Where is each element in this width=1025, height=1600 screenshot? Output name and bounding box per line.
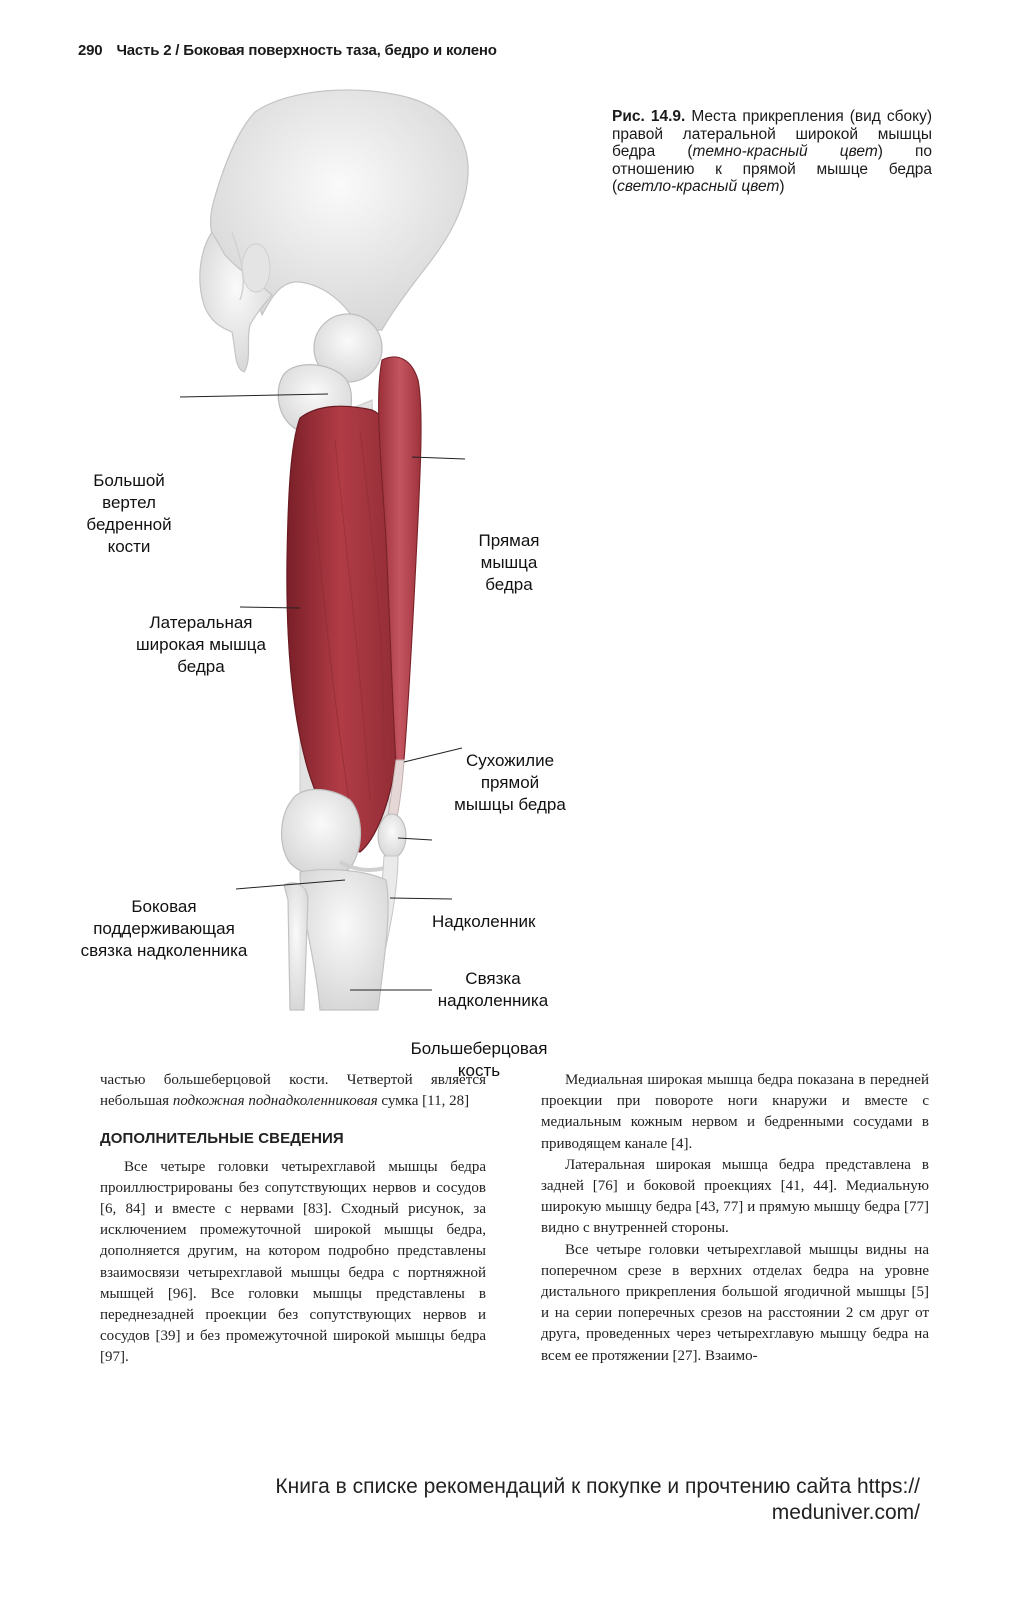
- paragraph: [100, 1070, 486, 1112]
- label-patella: Надколенник: [432, 912, 536, 931]
- tibia-bone: [300, 870, 388, 1010]
- paragraph-text: сумка [11, 28]: [377, 1093, 470, 1110]
- paragraph: Латеральная широкая мышца бедра представлена в задней [76] и боковой проекциях [41, 44]. Медиальную широкую мышцу бедра [43, 77] и прямую мышцу бедра [77] видно с внутренней стороны.: [541, 1156, 929, 1237]
- paragraph: Все четыре головки четырехглавой мышцы видны на поперечном срезе в верхних отделах бедра на уровне дистального прикрепления большой ягодичной мышцы [5] и на серии поперечных срезов на расстоянии 2 см друг от друга, проведенных через четырехглавую мышцу бедра на всем ее протяжении [27]. Взаимо-: [541, 1241, 929, 1364]
- body-column-right: [541, 1070, 929, 1367]
- caption-italic: светло-красный цвет: [617, 178, 780, 195]
- label-greater-trochanter: Большой вертел бедренной кости: [86, 471, 172, 556]
- label-rectus-femoris: Прямая мышца бедра: [478, 531, 540, 594]
- paragraph-italic: подкожная поднадколенниковая: [172, 1093, 378, 1110]
- section-heading: ДОПОЛНИТЕЛЬНЫЕ СВЕДЕНИЯ: [100, 1130, 344, 1148]
- running-head: [78, 42, 497, 59]
- leader-line: [390, 898, 452, 899]
- body-column-left: [100, 1070, 486, 1369]
- anatomy-figure: [0, 80, 1025, 1080]
- femoral-condyle: [282, 790, 361, 876]
- label-patellar-ligament: Связка надколенника: [437, 969, 549, 1010]
- paragraph: Медиальная широкая мышца бедра показана в передней проекции при повороте ноги кнаружи и вместе с медиальным кожным нервом и бедренными сосудами в приводящем канале [4].: [541, 1072, 929, 1152]
- running-title: Часть 2 / Боковая поверхность таза, бедро и колено: [116, 42, 497, 59]
- caption-label: Рис. 14.9.: [612, 108, 686, 125]
- caption-italic: темно-красный цвет: [692, 143, 878, 160]
- caption-text: ): [779, 178, 785, 195]
- label-tibia: Большеберцовая кость: [410, 1039, 548, 1080]
- patella-bone: [378, 814, 406, 858]
- page-number: 290: [78, 42, 103, 59]
- label-vastus-lateralis: Латеральная широкая мышца бедра: [136, 613, 266, 676]
- watermark-text: Книга в списке рекомендаций к покупке и прочтению сайта https:// meduniver.com/: [275, 1475, 920, 1524]
- label-rectus-tendon: Сухожилие прямой мышцы бедра: [454, 751, 566, 814]
- label-lateral-retinaculum: Боковая поддерживающая связка надколенника: [80, 897, 248, 960]
- paragraph-text: частью большеберцовой кости. Четвертой является небольшая: [100, 1072, 486, 1110]
- paragraph: Все четыре головки четырехглавой мышцы бедра проиллюстрированы без сопутствующих нервов и сосудов [6, 84] и вместе с нервами [83]. Сходный рисунок, за исключением промежуточной широкой мышцы бедра, дополняется другим, на котором подробно представлены взаимосвязи четырехглавой мышцы бедра с портняжной мышцей [96]. Все головки мышцы представлены в переднезадней проекции без сопутствующих нервов и сосудов [39] и без промежуточной широкой мышцы бедра [97].: [100, 1158, 486, 1366]
- caption-text: ) по отношению к прямой мышце бедра (: [612, 143, 932, 195]
- fibula-bone: [284, 883, 308, 1010]
- caption-text: Места прикрепления (вид сбоку) правой латеральной широкой мышцы бедра (: [612, 108, 932, 160]
